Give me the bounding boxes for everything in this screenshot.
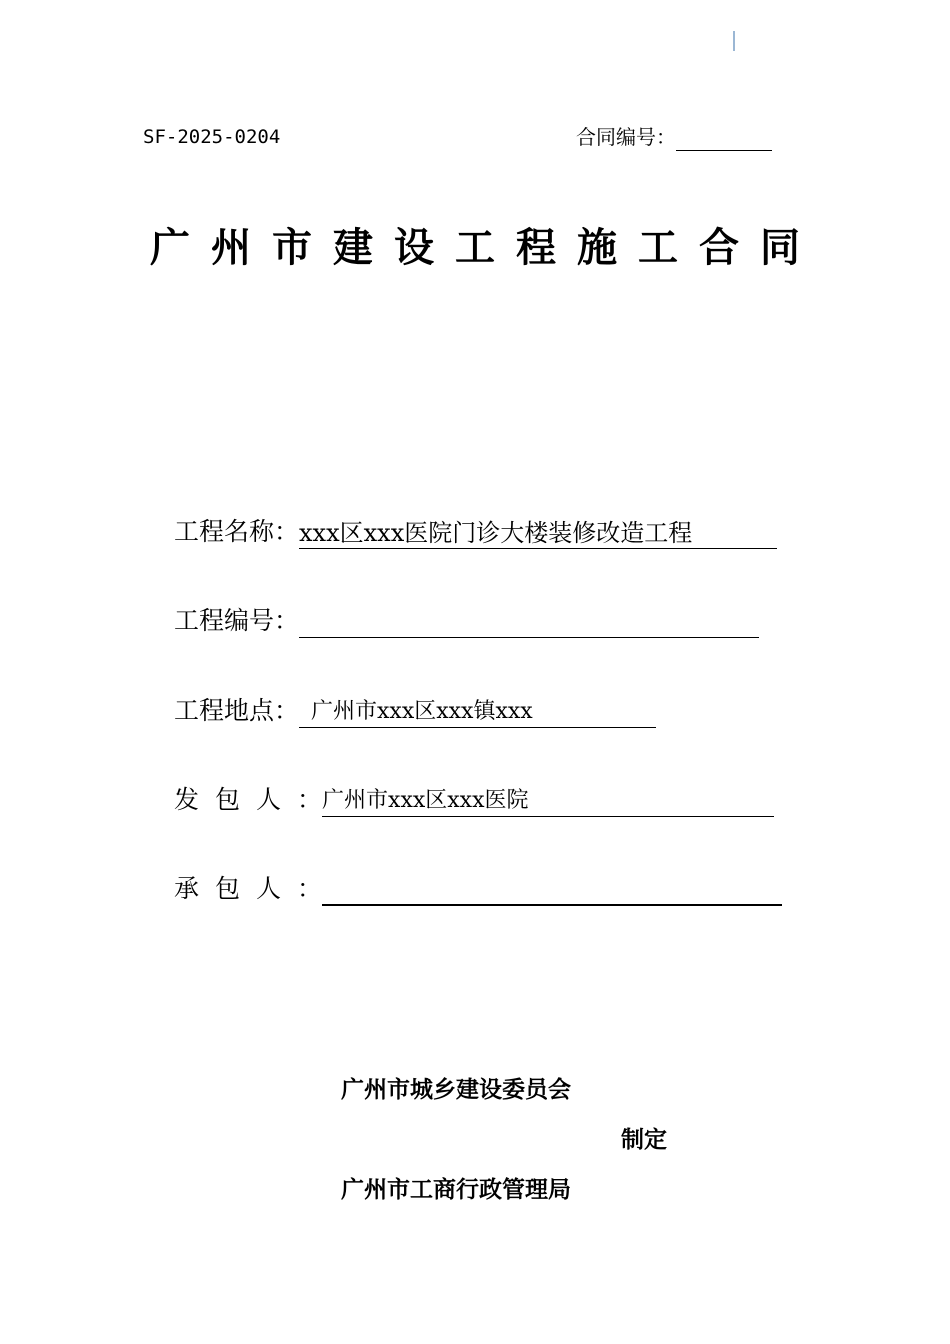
field-employer-label-text: 发包人: [174, 785, 298, 814]
issuer-construction-committee: 广州市城乡建设委员会: [341, 1077, 571, 1103]
field-contractor-label: [174, 872, 322, 906]
field-project-location-value[interactable]: 广州市xxx区xxx镇xxx: [299, 696, 656, 728]
field-contractor: [174, 872, 782, 906]
field-contractor-label-colon: ：: [297, 874, 323, 903]
issuer-commerce-bureau: 广州市工商行政管理局: [341, 1177, 571, 1203]
contract-number: [576, 123, 772, 151]
field-project-name: [174, 515, 777, 549]
field-project-number: [174, 604, 759, 638]
form-code: SF-2025-0204: [143, 126, 281, 148]
field-employer-label: [174, 783, 322, 817]
document-title: 广州市建设工程施工合同: [150, 225, 821, 271]
field-project-number-label: 工程编号：: [174, 606, 300, 635]
field-employer-value[interactable]: 广州市xxx区xxx医院: [322, 785, 774, 817]
field-contractor-value[interactable]: [322, 874, 782, 906]
field-project-location-label: 工程地点：: [174, 696, 300, 725]
field-employer: [174, 783, 774, 817]
field-project-location: [174, 694, 656, 728]
issuer-made-by: 制定: [621, 1127, 667, 1153]
text-cursor-mark: [733, 31, 735, 51]
field-employer-label-colon: ：: [297, 785, 323, 814]
field-project-name-label: 工程名称：: [174, 517, 300, 546]
field-contractor-label-text: 承包人: [174, 874, 298, 903]
contract-number-label: 合同编号：: [576, 125, 676, 149]
field-project-name-value[interactable]: xxx区xxx医院门诊大楼装修改造工程: [299, 517, 777, 549]
contract-number-blank[interactable]: [676, 128, 772, 151]
field-project-number-value[interactable]: [299, 606, 759, 638]
